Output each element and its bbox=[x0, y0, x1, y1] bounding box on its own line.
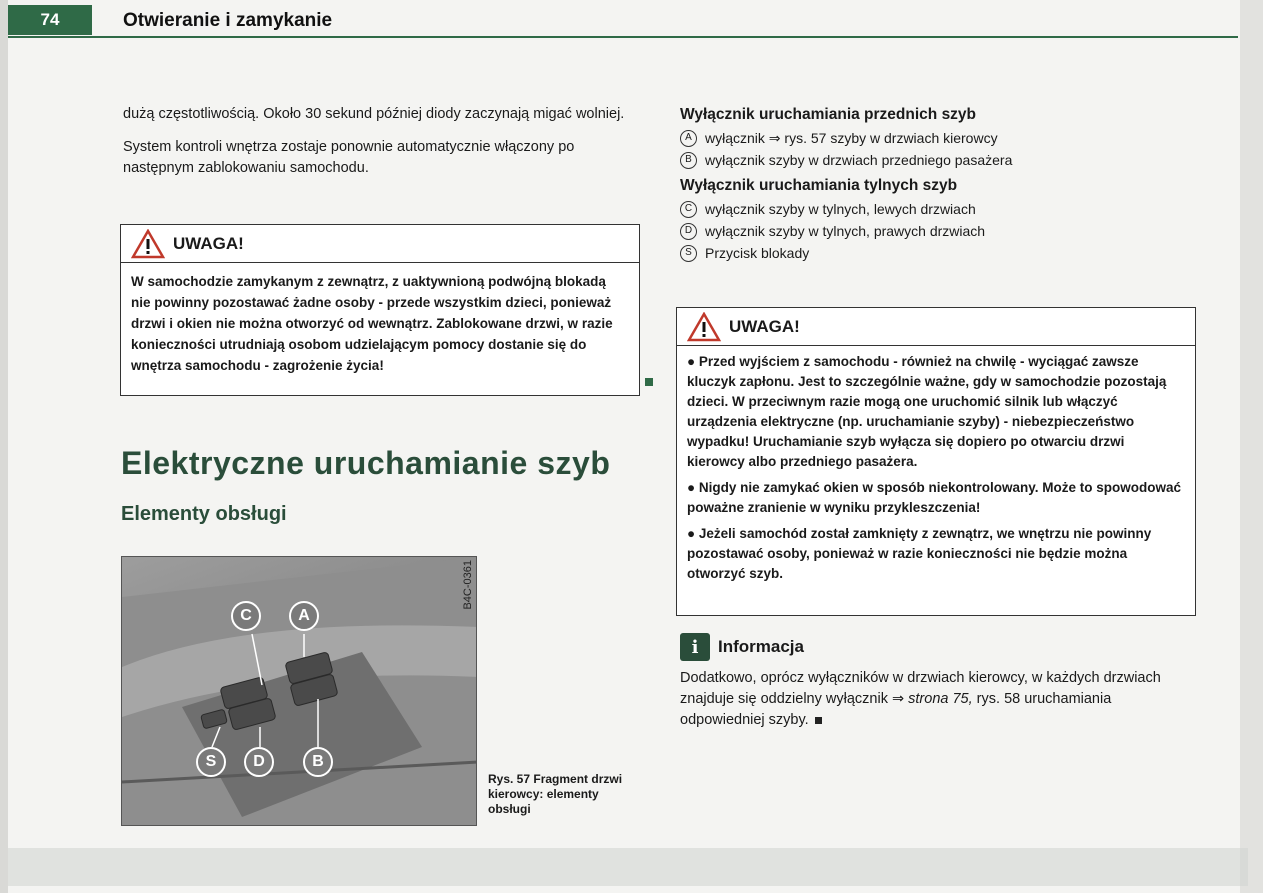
section-title: Elektryczne uruchamianie szyb bbox=[121, 445, 611, 481]
binding-edge bbox=[0, 0, 8, 893]
callout-s: S bbox=[196, 747, 226, 777]
door-panel-figure bbox=[121, 556, 477, 826]
callout-key-d: D bbox=[680, 223, 697, 240]
list-item-text: wyłącznik szyby w drzwiach przedniego pasażera bbox=[705, 152, 1013, 168]
end-marker bbox=[815, 717, 822, 724]
left-column bbox=[123, 104, 643, 191]
info-text-before: Dodatkowo, oprócz wyłączników w drzwiach kierowcy, w każdych drzwiach znajduje się oddzielny wyłącznik ⇒ bbox=[680, 670, 1161, 707]
header-rule bbox=[8, 36, 1238, 38]
list-item-text: wyłącznik szyby w tylnych, lewych drzwiach bbox=[705, 201, 976, 217]
callout-d: D bbox=[244, 747, 274, 777]
list-item-text: wyłącznik ⇒ rys. 57 szyby w drzwiach kierowcy bbox=[705, 130, 998, 146]
warning-bullet-text: Jeżeli samochód został zamknięty z zewnątrz, we wnętrzu nie powinny pozostawać osoby, ponieważ w razie konieczności nie będzie można otworzyć szyb. bbox=[687, 526, 1152, 581]
info-text-after: rys. 58 uruchamiania odpowiedniej szyby. bbox=[680, 691, 1112, 728]
door-panel-illustration bbox=[122, 557, 477, 826]
warning-label: UWAGA! bbox=[173, 233, 244, 253]
page-spine bbox=[1240, 0, 1263, 893]
info-title: Informacja bbox=[718, 637, 804, 656]
list-item-a bbox=[680, 127, 1190, 149]
info-header bbox=[680, 633, 804, 661]
list-item-d bbox=[680, 220, 1190, 242]
list-item-text: wyłącznik szyby w tylnych, prawych drzwiach bbox=[705, 223, 986, 239]
paragraph-diodes: dużą częstotliwością. Około 30 sekund później diody zaczynają migać wolniej. bbox=[123, 106, 625, 122]
warning-triangle-icon bbox=[687, 312, 721, 342]
warning-bullet: ● Przed wyjściem z samochodu - również na chwilę - wyciągać zawsze kluczyk zapłonu. Jest to szczególnie ważne, gdy w samochodzie pozostają dzieci. W przeciwnym razie mogą one uruchomić silnik lub włączyć urządzenia elektryczne (np. uruchamianie szyby) - niebezpieczeństwo wypadku! Uruchamianie szyb wyłącza się dopiero po otwarciu drzwi kierowcy albo przedniego pasażera. bbox=[687, 354, 1167, 469]
footer-bar bbox=[8, 848, 1248, 886]
info-page-reference: strona 75, bbox=[908, 691, 973, 707]
warning-triangle-icon bbox=[131, 229, 165, 259]
front-windows-heading: Wyłącznik uruchamiania przednich szyb bbox=[680, 106, 977, 123]
warning-bullets bbox=[677, 346, 1195, 584]
warning-bullet-text: Nigdy nie zamykać okien w sposób niekontrolowany. Może to spowodować poważne zranienie w wyniku przykleszczenia! bbox=[687, 480, 1181, 515]
right-column bbox=[680, 106, 1190, 264]
warning-bullet: ● Nigdy nie zamykać okien w sposób niekontrolowany. Może to spowodować poważne zranienie w wyniku przykleszczenia! bbox=[687, 480, 1181, 515]
warning-bullet-text: Przed wyjściem z samochodu - również na chwilę - wyciągać zawsze kluczyk zapłonu. Jest to szczególnie ważne, gdy w samochodzie pozostają dzieci. W przeciwnym razie mogą one uruchomić silnik lub włączyć urządzenia elektryczne (np. uruchamianie szyby) - niebezpieczeństwo wypadku! Uruchamianie szyb wyłącza się dopiero po otwarciu drzwi kierowcy albo przedniego pasażera. bbox=[687, 354, 1167, 469]
list-item-c bbox=[680, 198, 1190, 220]
warning-header bbox=[677, 308, 1195, 346]
callout-a: A bbox=[289, 601, 319, 631]
callout-c: C bbox=[231, 601, 261, 631]
figure-caption: Rys. 57 Fragment drzwi kierowcy: elementy obsługi bbox=[488, 772, 623, 816]
rear-windows-heading: Wyłącznik uruchamiania tylnych szyb bbox=[680, 177, 958, 194]
warning-header bbox=[121, 225, 639, 263]
callout-key-c: C bbox=[680, 201, 697, 218]
info-text bbox=[680, 668, 1190, 731]
callout-key-a: A bbox=[680, 130, 697, 147]
list-item-b bbox=[680, 149, 1190, 171]
warning-box-left bbox=[120, 224, 640, 396]
figure-code: B4C-0361 bbox=[462, 560, 474, 610]
info-icon: i bbox=[680, 633, 710, 661]
callout-b: B bbox=[303, 747, 333, 777]
callout-key-b: B bbox=[680, 152, 697, 169]
warning-box-right bbox=[676, 307, 1196, 616]
warning-text: W samochodzie zamykanym z zewnątrz, z uaktywnioną podwójną blokadą nie powinny pozostawać żadne osoby - przede wszystkim dzieci, ponieważ drzwi i okien nie można otworzyć od wewnątrz. Zablokowane drzwi, w razie konieczności utrudniają osobom udzielającym pomocy dostanie się do wnętrza samochodu - zagrożenie życia! bbox=[131, 274, 613, 373]
paragraph-system: System kontroli wnętrza zostaje ponownie automatycznie włączony po następnym zablokowaniu samochodu. bbox=[123, 139, 575, 176]
warning-label: UWAGA! bbox=[729, 316, 800, 336]
page-number: 74 bbox=[8, 5, 92, 35]
subsection-title: Elementy obsługi bbox=[121, 503, 287, 525]
chapter-title: Otwieranie i zamykanie bbox=[123, 10, 333, 31]
callout-key-s: S bbox=[680, 245, 697, 262]
list-item-text: Przycisk blokady bbox=[705, 245, 810, 261]
list-item-s bbox=[680, 242, 1190, 264]
section-end-marker bbox=[645, 378, 653, 386]
warning-bullet: ● Jeżeli samochód został zamknięty z zewnątrz, we wnętrzu nie powinny pozostawać osoby, ponieważ w razie konieczności nie będzie można otworzyć szyb. bbox=[687, 526, 1152, 581]
